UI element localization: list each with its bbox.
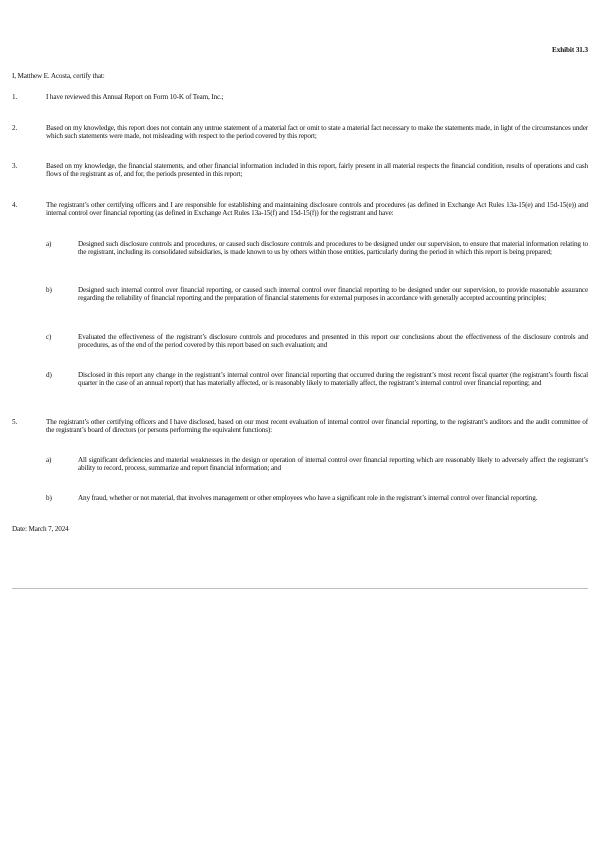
- sub-item-text: Disclosed in this report any change in the registrant’s internal control over financial reporting that occurred during the registrant’s most recent fiscal quarter (the registrant’s fourth fiscal quarter in the case of an annual report) that has materially affected, or is reasonably likely to materially affect, the registrant’s internal control over financial reporting; and: [78, 371, 588, 388]
- sub-item-text: Designed such disclosure controls and procedures, or caused such disclosure controls and procedures to be designed under our supervision, to ensure that material information relating to the registrant, including its consolidated subsidiaries, is made known to us by others within those entities, particularly during the period in which this report is being prepared;: [78, 240, 588, 257]
- signature-date: Date: March 7, 2024: [12, 525, 69, 533]
- sub-item-letter: d): [46, 371, 52, 379]
- item-number: 2.: [12, 124, 18, 132]
- sub-item-letter: a): [46, 240, 52, 248]
- item-number: 1.: [12, 93, 18, 101]
- item-text: Based on my knowledge, this report does not contain any untrue statement of a material fact or omit to state a material fact necessary to make the statements made, in light of the circumstances under which such statements were made, not misleading with respect to the period covered by this report;: [46, 124, 588, 141]
- page-divider: [12, 588, 588, 589]
- sub-item-letter: a): [46, 456, 52, 464]
- certification-intro: I, Matthew E. Acosta, certify that:: [12, 72, 105, 80]
- sub-item-text: All significant deficiencies and material weaknesses in the design or operation of internal control over financial reporting which are reasonably likely to adversely affect the registrant’s ability to record, process, summarize and report financial information; and: [78, 456, 588, 473]
- sub-item-letter: c): [46, 333, 52, 341]
- sub-item-text: Designed such internal control over financial reporting, or caused such internal control over financial reporting to be designed under our supervision, to provide reasonable assurance regarding the reliability of financial reporting and the preparation of financial statements for external purposes in accordance with generally accepted accounting principles;: [78, 286, 588, 303]
- sub-item-letter: b): [46, 494, 52, 502]
- sub-item-letter: b): [46, 286, 52, 294]
- exhibit-label: Exhibit 31.3: [552, 46, 588, 54]
- item-number: 4.: [12, 201, 18, 209]
- item-text: I have reviewed this Annual Report on Form 10-K of Team, Inc.;: [46, 93, 224, 101]
- item-number: 3.: [12, 162, 18, 170]
- item-text: Based on my knowledge, the financial statements, and other financial information included in this report, fairly present in all material respects the financial condition, results of operations and cash flows of the registrant as of, and for, the periods presented in this report;: [46, 162, 588, 179]
- sub-item-text: Any fraud, whether or not material, that involves management or other employees who have a significant role in the registrant’s internal control over financial reporting.: [78, 494, 538, 502]
- sub-item-text: Evaluated the effectiveness of the registrant’s disclosure controls and procedures and presented in this report our conclusions about the effectiveness of the disclosure controls and procedures, as of the end of the period covered by this report based on such evaluation; and: [78, 333, 588, 350]
- item-text: The registrant’s other certifying officers and I have disclosed, based on our most recent evaluation of internal control over financial reporting, to the registrant’s auditors and the audit committee of the registrant’s board of directors (or persons performing the equivalent functions):: [46, 418, 588, 435]
- item-number: 5.: [12, 418, 18, 426]
- item-text: The registrant’s other certifying officers and I are responsible for establishing and maintaining disclosure controls and procedures (as defined in Exchange Act Rules 13a-15(e) and 15d-15(e)) and internal control over financial reporting (as defined in Exchange Act Rules 13a-15(f) and 15d-15(f)) for the registrant and have:: [46, 201, 588, 218]
